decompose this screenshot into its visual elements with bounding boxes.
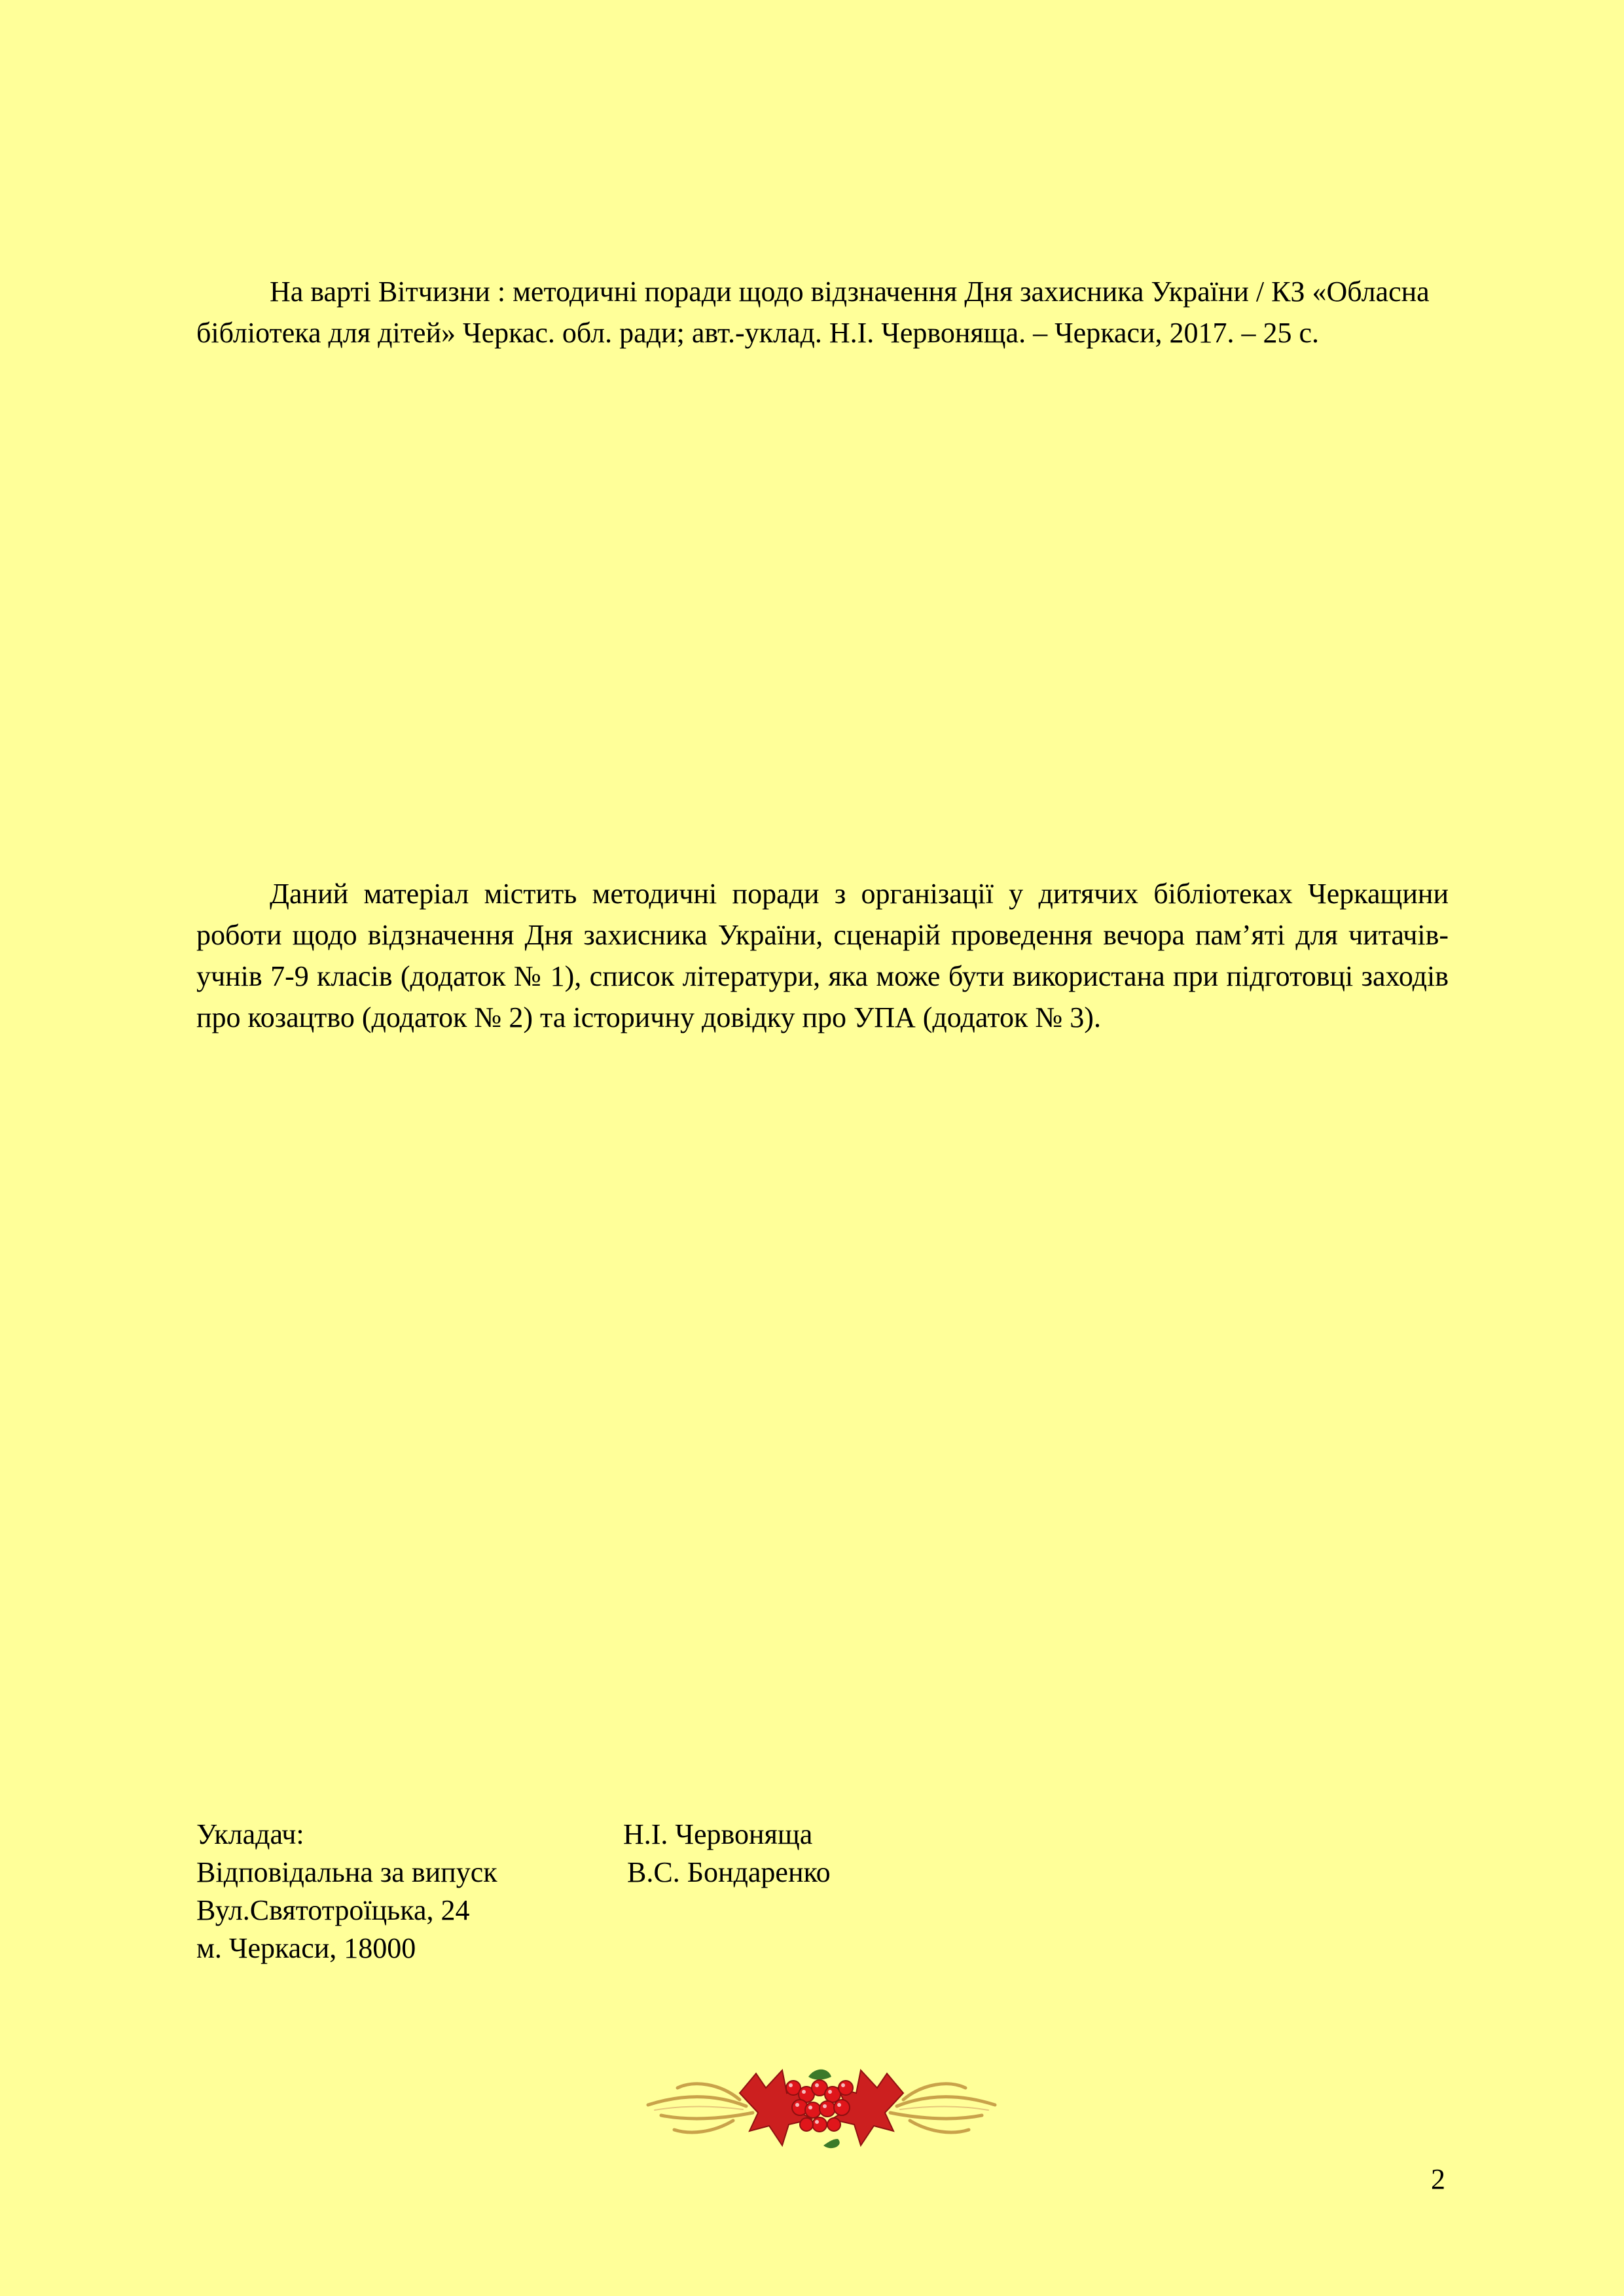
viburnum-berries-ornament-icon [641, 2047, 1001, 2159]
page-number: 2 [1431, 2163, 1445, 2195]
annotation-text: Даний матеріал містить методичні поради з організації у дитячих бібліотеках Черкащини роботи щодо відзначення Дня захисника України, сценарій проведення вечора пам’яті для читачів-учнів 7-9 класів (додаток № 1), список літератури, яка може бути використана при підготовці заходів про козацтво (додаток № 2) та історичну довідку про УПА (додаток № 3). [196, 878, 1449, 1033]
bibliographic-entry-block [196, 271, 1449, 353]
responsible-name: В.С. Бондаренко [627, 1856, 831, 1888]
city-address: м. Черкаси, 18000 [196, 1932, 416, 1964]
compiler-label: Укладач: [196, 1818, 304, 1850]
compiler-name: Н.І. Червоняща [623, 1818, 813, 1850]
street-address: Вул.Святотроїцька, 24 [196, 1894, 470, 1926]
responsible-label: Відповідальна за випуск [196, 1856, 497, 1888]
bibliographic-entry: На варті Вітчизни : методичні поради щодо відзначення Дня захисника України / КЗ «Обласна бібліотека для дітей» Черкас. обл. ради; авт.-уклад. Н.І. Червоняща. – Черкаси, 2017. – 25 с. [196, 276, 1430, 349]
annotation-block [196, 873, 1449, 1038]
